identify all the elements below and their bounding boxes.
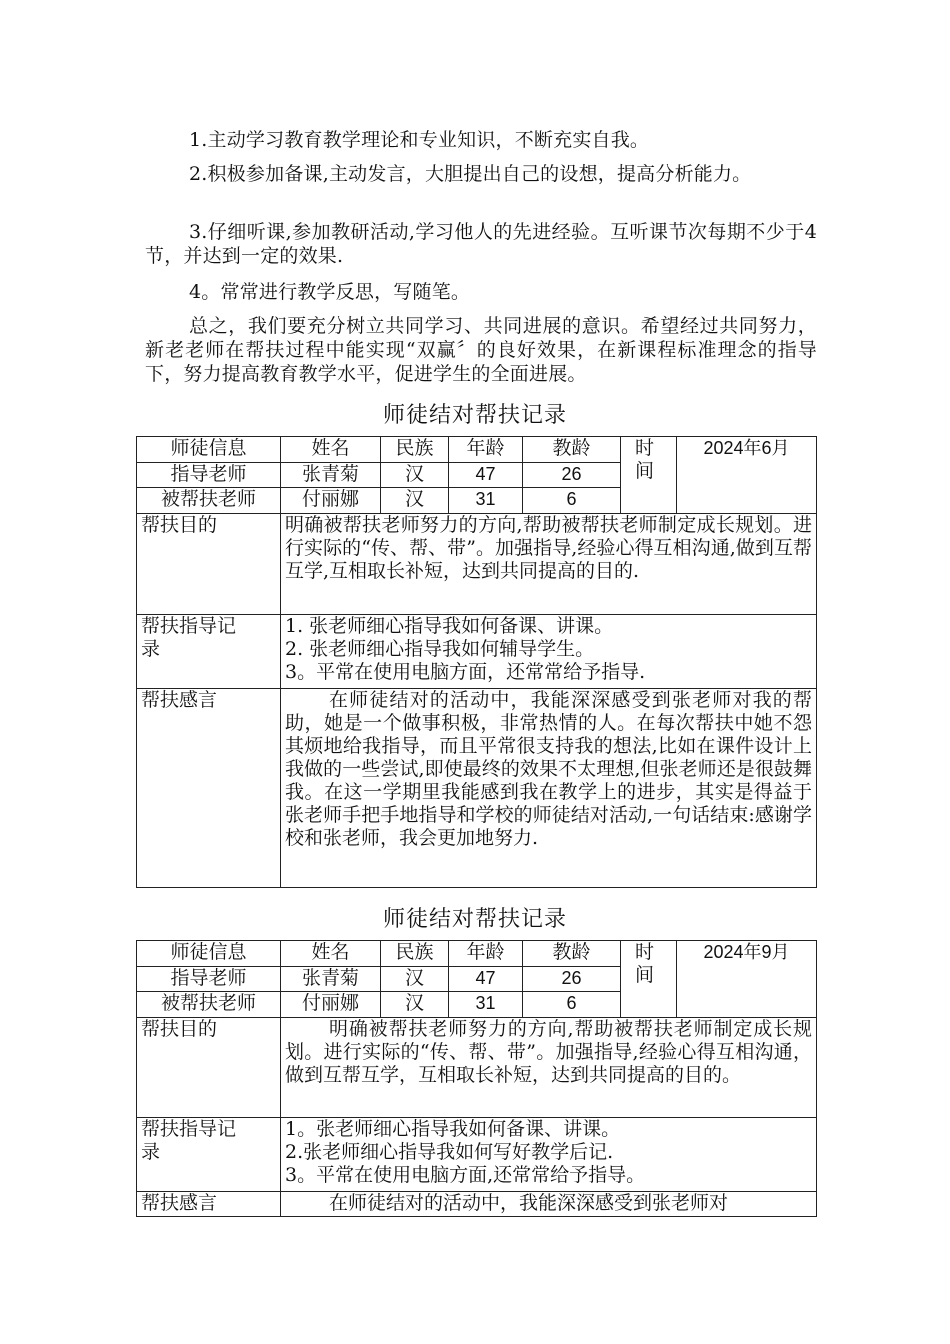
mentor-name: 张青菊 <box>281 463 381 488</box>
reflection-text: 在师徒结对的活动中，我能深深感受到张老师对我的帮助，她是一个做事积极，非常热情的人。在每次帮扶中她不怨其烦地给我指导，而且平常很支持我的想法,比如在课件设计上我做的一些尝试,即使最终的效果不太理想,但张老师还是很鼓舞我。在这一学期里我能感到我在教学上的进步，其实是得益于张老师手把手地指导和学校的师徒结对活动,一句话结束:感谢学校和张老师，我会更加地努力. <box>281 689 817 888</box>
mentor-teaching-years: 26 <box>523 463 621 488</box>
purpose-text: 明确被帮扶老师努力的方向,帮助被帮扶老师制定成长规划。进行实际的“传、帮、带”。加强指导,经验心得互相沟通，做到互帮互学，互相取长补短，达到共同提高的目的。 <box>281 1018 817 1118</box>
mentee-name: 付丽娜 <box>281 992 381 1018</box>
purpose-text: 明确被帮扶老师努力的方向,帮助被帮扶老师制定成长规划。进行实际的“传、帮、带”。加强指导,经验心得互相沟通,做到互帮互学,互相取长补短，达到共同提高的目的. <box>281 514 817 615</box>
guidance-label: 帮扶指导记录 <box>137 615 281 689</box>
mentee-teaching-years: 6 <box>523 992 621 1018</box>
paragraph-2: 2.积极参加备课,主动发言，大胆提出自己的设想，提高分析能力。 <box>189 163 752 185</box>
record-title-2: 师徒结对帮扶记录 <box>382 907 567 932</box>
guidance-item: 1。张老师细心指导我如何备课、讲课。 <box>285 1118 621 1140</box>
mentee-age: 31 <box>449 992 523 1018</box>
guidance-item: 3。平常在使用电脑方面,还常常给予指导。 <box>285 1164 646 1186</box>
record-table-2 <box>136 940 817 1217</box>
mentee-teaching-years: 6 <box>523 488 621 514</box>
mentee-name: 付丽娜 <box>281 488 381 514</box>
mentor-name: 张青菊 <box>281 967 381 992</box>
purpose-label: 帮扶目的 <box>137 514 281 615</box>
reflection-label: 帮扶感言 <box>137 1192 281 1217</box>
mentee-age: 31 <box>449 488 523 514</box>
guidance-item: 1. 张老师细心指导我如何备课、讲课。 <box>285 615 614 637</box>
mentor-age: 47 <box>449 463 523 488</box>
mentee-ethnicity: 汉 <box>381 488 449 514</box>
header-time: 时间 <box>621 437 677 514</box>
paragraph-summary: 总之，我们要充分树立共同学习、共同进展的意识。希望经过共同努力，新老老师在帮扶过程中能实现“双赢〞的良好效果，在新课程标准理念的指导下，努力提高教育教学水平，促进学生的全面进展。 <box>145 315 817 385</box>
purpose-label: 帮扶目的 <box>137 1018 281 1118</box>
header-ethnicity: 民族 <box>381 941 449 967</box>
record-table-1 <box>136 436 817 888</box>
header-ethnicity: 民族 <box>381 437 449 463</box>
mentee-label: 被帮扶老师 <box>137 992 281 1018</box>
mentor-ethnicity: 汉 <box>381 463 449 488</box>
reflection-label: 帮扶感言 <box>137 689 281 888</box>
header-teaching-years: 教龄 <box>523 437 621 463</box>
header-age: 年龄 <box>449 437 523 463</box>
mentor-label: 指导老师 <box>137 463 281 488</box>
guidance-item: 2.张老师细心指导我如何写好教学后记. <box>285 1141 614 1163</box>
mentor-age: 47 <box>449 967 523 992</box>
header-name: 姓名 <box>281 437 381 463</box>
record-date: 2024年9月 <box>677 941 817 1018</box>
paragraph-1: 1.主动学习教育教学理论和专业知识，不断充实自我。 <box>189 129 650 151</box>
paragraph-4: 4。常常进行教学反思，写随笔。 <box>189 281 471 303</box>
guidance-item: 3。平常在使用电脑方面，还常常给予指导. <box>285 661 646 683</box>
header-info: 师徒信息 <box>137 941 281 967</box>
header-info: 师徒信息 <box>137 437 281 463</box>
mentor-teaching-years: 26 <box>523 967 621 992</box>
guidance-label: 帮扶指导记录 <box>137 1118 281 1192</box>
mentee-ethnicity: 汉 <box>381 992 449 1018</box>
guidance-item: 2. 张老师细心指导我如何辅导学生。 <box>285 638 595 660</box>
header-name: 姓名 <box>281 941 381 967</box>
paragraph-3: 3.仔细听课,参加教研活动,学习他人的先进经验。互听课节次每期不少于4节，并达到一定的效果. <box>145 221 817 267</box>
guidance-list <box>281 1118 817 1192</box>
mentee-label: 被帮扶老师 <box>137 488 281 514</box>
header-time: 时间 <box>621 941 677 1018</box>
record-title-1: 师徒结对帮扶记录 <box>382 403 567 428</box>
mentor-label: 指导老师 <box>137 967 281 992</box>
guidance-list <box>281 615 817 689</box>
record-date: 2024年6月 <box>677 437 817 514</box>
mentor-ethnicity: 汉 <box>381 967 449 992</box>
reflection-text: 在师徒结对的活动中，我能深深感受到张老师对 <box>281 1192 817 1217</box>
header-age: 年龄 <box>449 941 523 967</box>
header-teaching-years: 教龄 <box>523 941 621 967</box>
